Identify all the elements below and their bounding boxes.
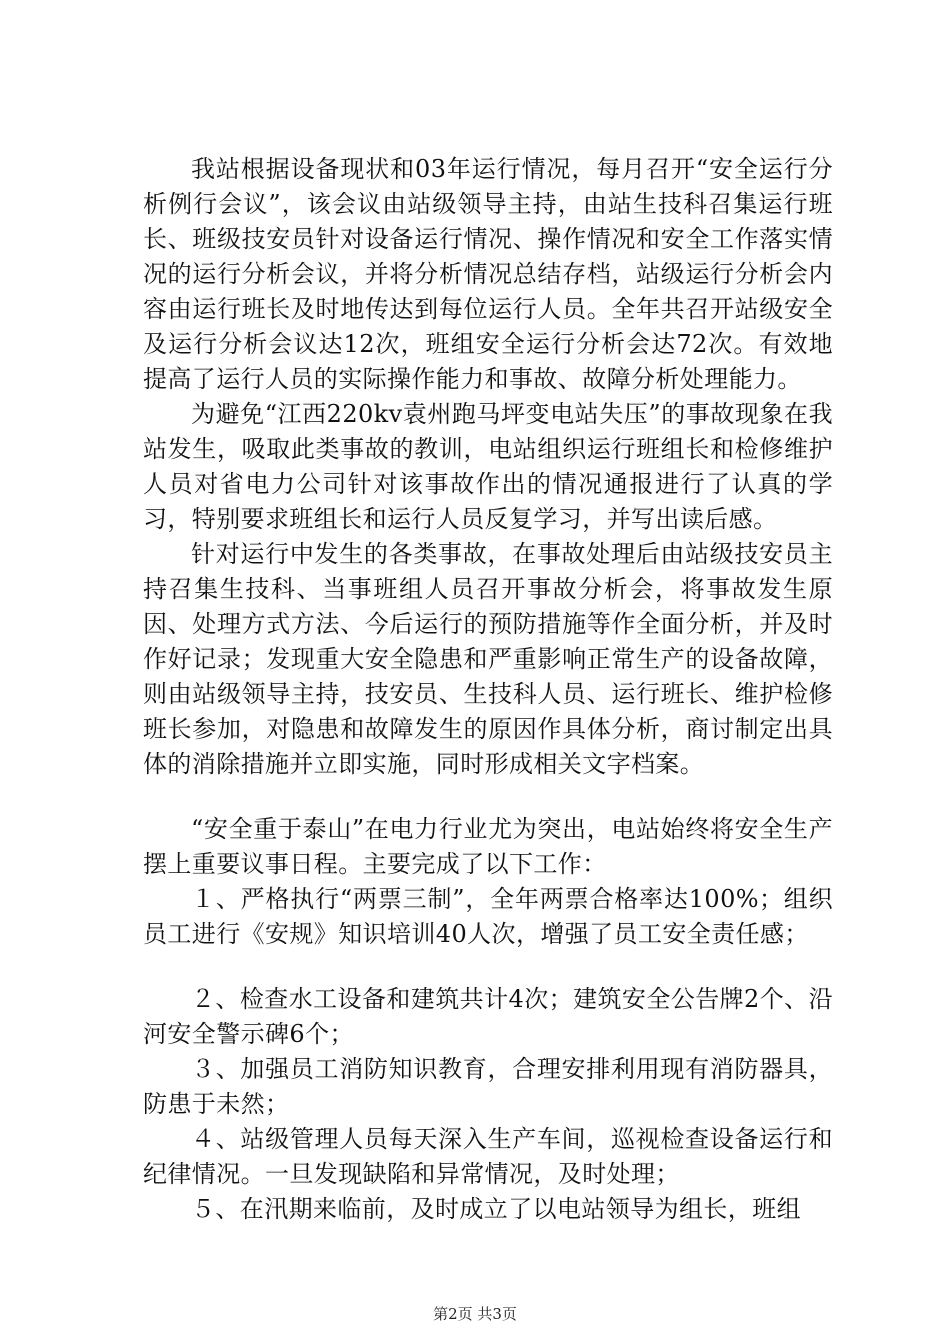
paragraph-spacer bbox=[143, 952, 833, 982]
paragraph-spacer bbox=[143, 782, 833, 812]
paragraph-safety-intro: “安全重于泰山”在电力行业尤为突出，电站始终将安全生产摆上重要议事日程。主要完成了以下工作： bbox=[143, 815, 833, 878]
list-item-flood-season: ５、在汛期来临前，及时成立了以电站领导为组长，班组 bbox=[191, 1195, 801, 1223]
paragraph-operation-analysis-meetings: 我站根据设备现状和03年运行情况，每月召开“安全运行分析例行会议”，该会议由站级领导主持，由站生技科召集运行班长、班级技安员针对设备运行情况、操作情况和安全工作落实情况的运行分析会议，并将分析情况总结存档，站级运行分析会内容由运行班长及时地传达到每位运行人员。全年共召开站级安全及运行分析会议达12次，班组安全运行分析会达72次。有效地提高了运行人员的实际操作能力和事故、故障分析处理能力。 bbox=[143, 155, 833, 393]
list-item-fire-safety: ３、加强员工消防知识教育，合理安排利用现有消防器具，防患于未然； bbox=[143, 1055, 833, 1118]
list-item-daily-patrol: ４、站级管理人员每天深入生产车间，巡视检查设备运行和纪律情况。一旦发现缺陷和异常情况，及时处理； bbox=[143, 1125, 833, 1188]
list-item-two-tickets: １、严格执行“两票三制”，全年两票合格率达100%；组织员工进行《安规》知识培训40人次，增强了员工安全责任感； bbox=[143, 885, 833, 948]
paragraph-accident-analysis: 针对运行中发生的各类事故，在事故处理后由站级技安员主持召集生技科、当事班组人员召开事故分析会，将事故发生原因、处理方式方法、今后运行的预防措施等作全面分析，并及时作好记录；发现重大安全隐患和严重影响正常生产的设备故障，则由站级领导主持，技安员、生技科人员、运行班长、维护检修班长参加，对隐患和故障发生的原因作具体分析，商讨制定出具体的消除措施并立即实施，同时形成相关文字档案。 bbox=[143, 540, 833, 778]
paragraph-accident-lesson-study: 为避免“江西220kv袁州跑马坪变电站失压”的事故现象在我站发生，吸取此类事故的教训，电站组织运行班组长和检修维护人员对省电力公司针对该事故作出的情况通报进行了认真的学习，特别要求班组长和运行人员反复学习，并写出读后感。 bbox=[143, 400, 833, 533]
page-footer: 第2页 共3页 bbox=[433, 1305, 517, 1323]
document-body bbox=[143, 152, 833, 1227]
list-item-hydraulic-inspection: ２、检查水工设备和建筑共计4次；建筑安全公告牌2个、沿河安全警示碑6个； bbox=[143, 985, 833, 1048]
